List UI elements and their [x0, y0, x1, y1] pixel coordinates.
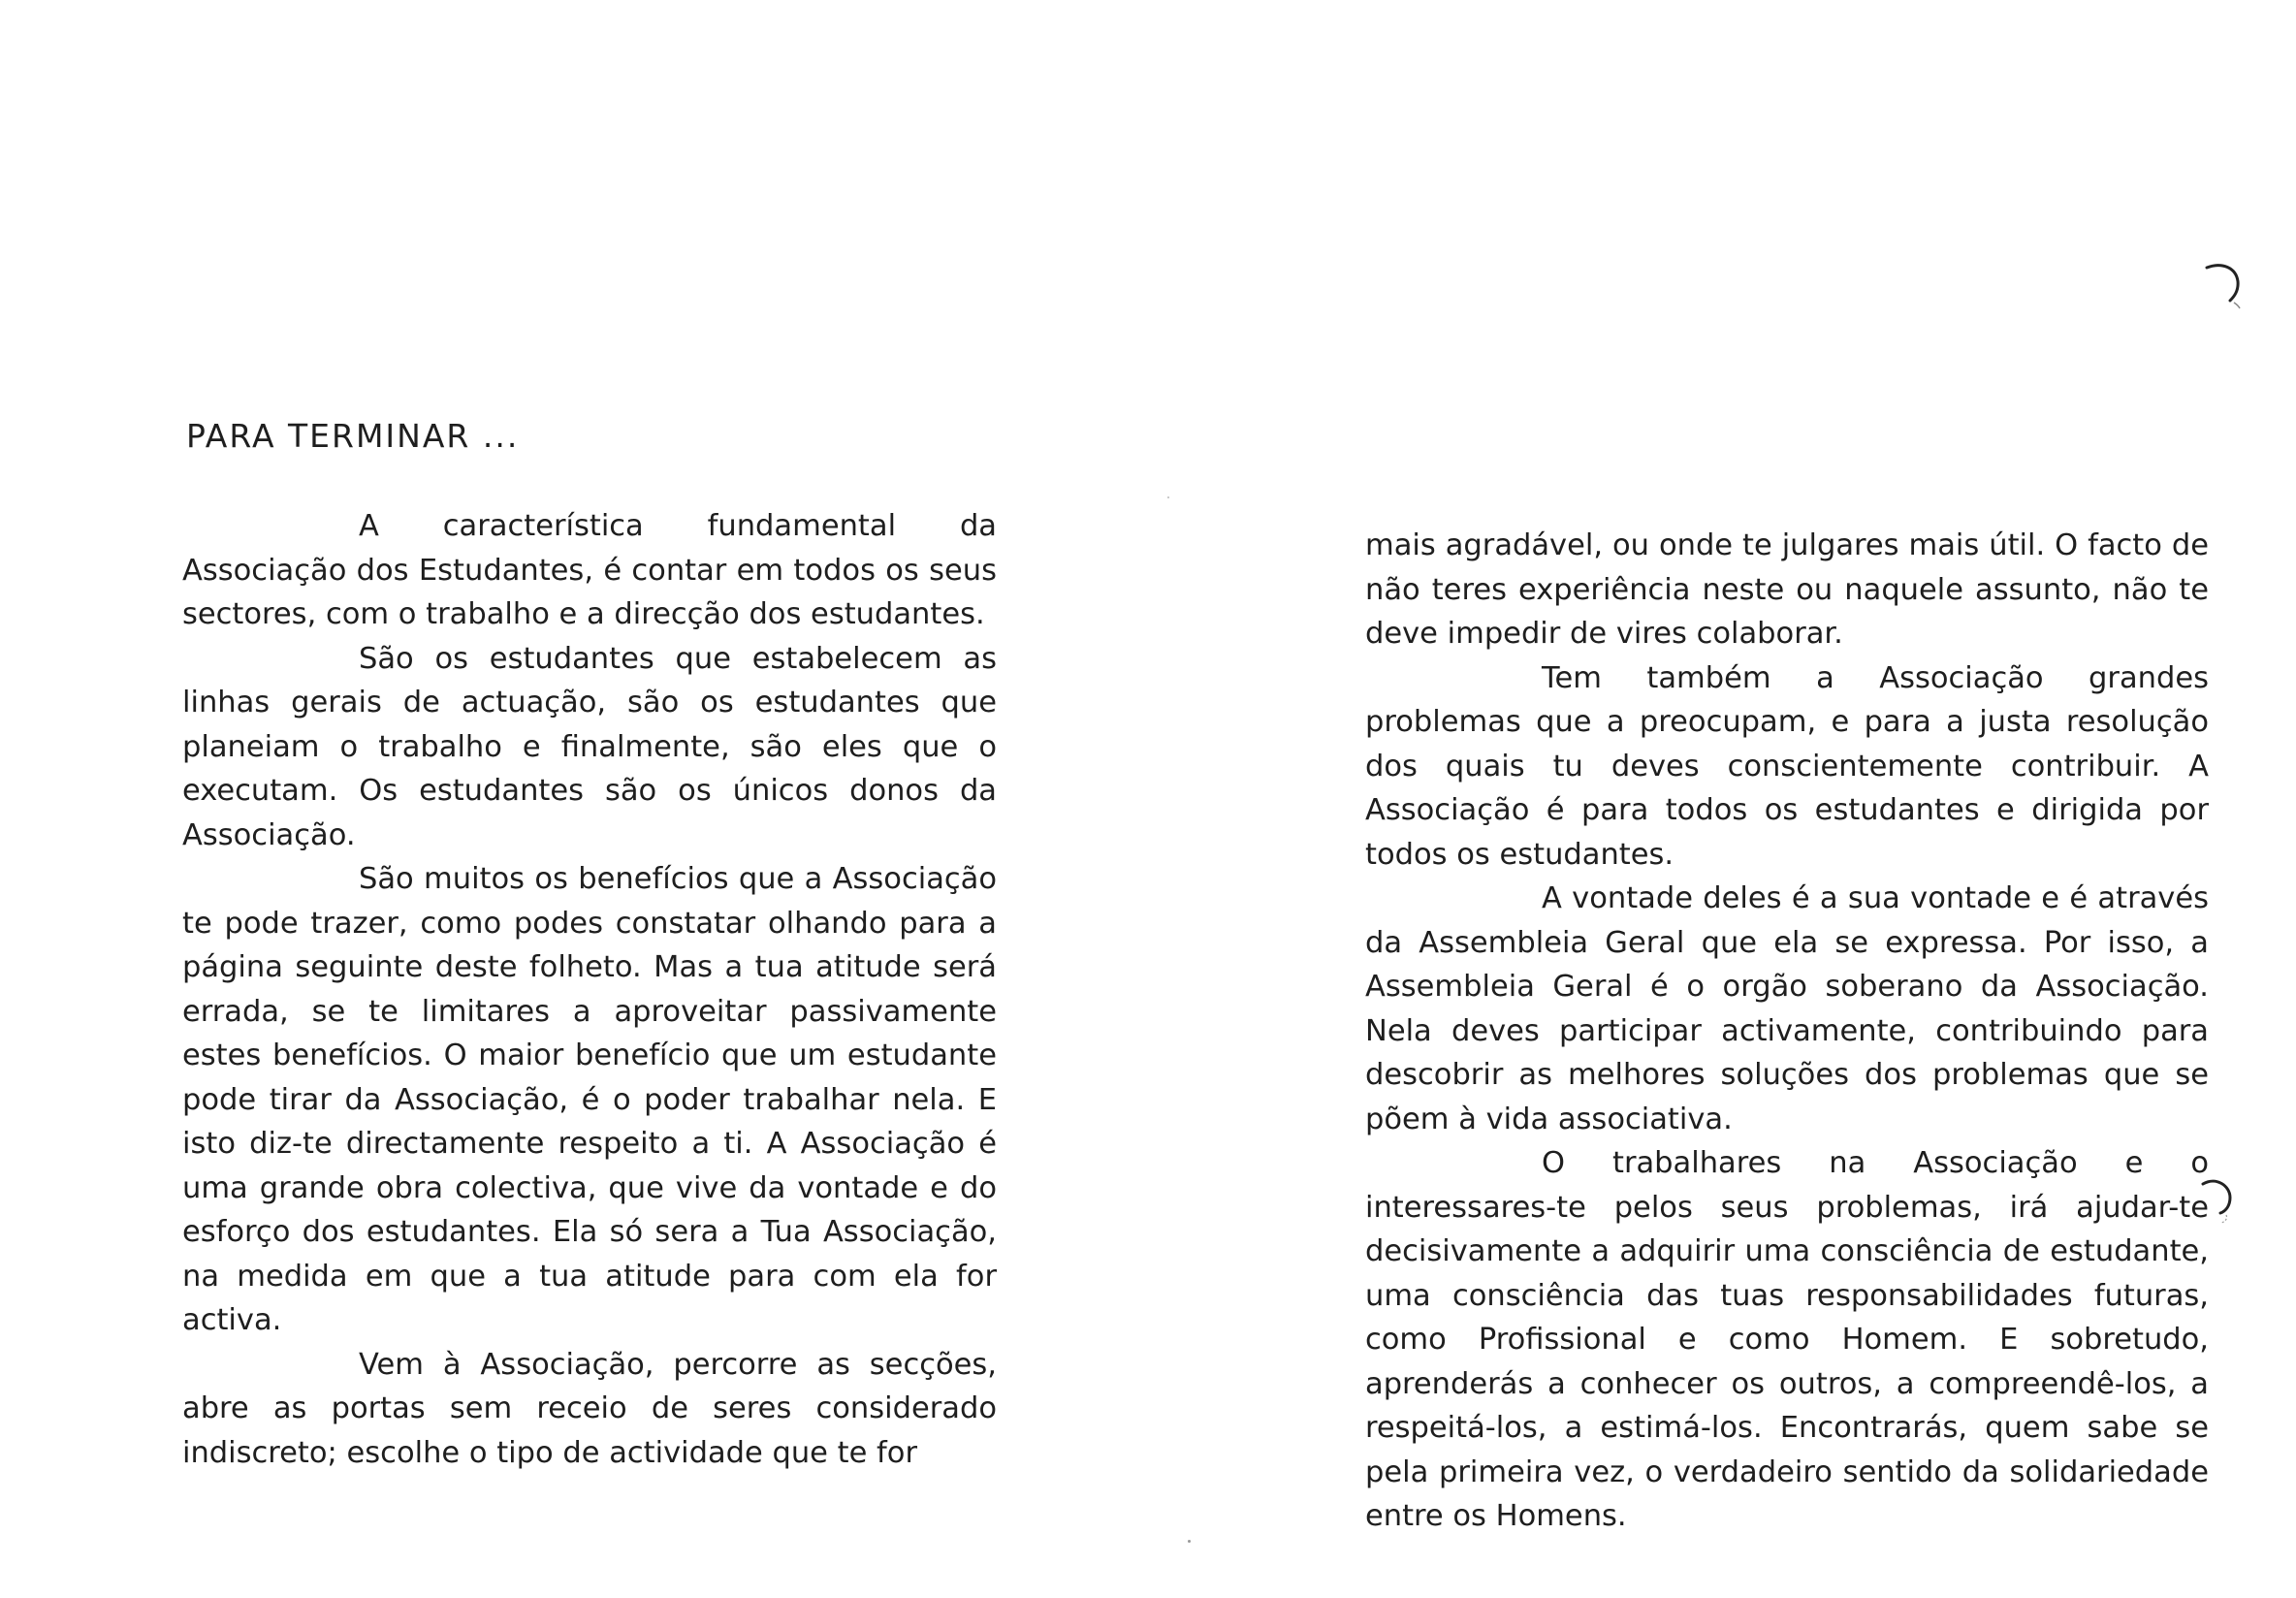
paragraph: São muitos os benefícios que a Associação te pode trazer, como podes constatar olhando para a página seguinte deste folheto. Mas a tua atitude será errada, se te limitares a aproveitar passivamente estes benefícios. O maior benefício que um estudante pode tirar da Associação, é o poder trabalhar nela. E isto diz-te directamente respeito a ti. A Associação é uma grande obra colectiva, que vive da vontade e do esforço dos estudantes. Ela só sera a Tua Associação, na medida em que a tua atitude para com ela for activa.	[182, 862, 997, 1337]
paragraph-continued: mais agradável, ou onde te julgares mais útil. O facto de não teres experiência neste ou naquele assunto, não te deve impedir de vires colaborar.	[1365, 528, 2209, 651]
speck	[1167, 496, 1169, 498]
paragraph: O trabalhares na Associação e o interessares-te pelos seus problemas, irá ajudar-te decisivamente a adquirir uma consciência de estudante, uma consciência das tuas responsabilidades futuras, como Profissional e como Homem. E sobretudo, aprenderás a conhecer os outros, a compreendê-los, a respeitá-los, a estimá-los. Encontrarás, quem sabe se pela primeira vez, o verdadeiro sentido da solidariedade entre os Homens.	[1365, 1146, 2209, 1533]
paragraph: A característica fundamental da Associação dos Estudantes, é contar em todos os seus sectores, com o trabalho e a direcção dos estudantes.	[182, 509, 997, 631]
paragraph: São os estudantes que estabelecem as linhas gerais de actuação, são os estudantes que planeiam o trabalho e finalmente, são eles que o executam. Os estudantes são os únicos donos da Associação.	[182, 641, 997, 852]
paragraph: Vem à Associação, percorre as secções, abre as portas sem receio de seres considerado indiscreto; escolhe o tipo de actividade que te for	[182, 1347, 997, 1470]
speck	[1188, 1540, 1191, 1543]
paragraph: Tem também a Associação grandes problemas que a preocupam, e para a justa resolução dos quais tu deves conscientemente contribuir. A Associação é para todos os estudantes e dirigida por todos os estudantes.	[1365, 660, 2209, 872]
right-page	[1148, 0, 2296, 1598]
staple-mark-icon	[2205, 262, 2244, 310]
left-text-column	[182, 504, 997, 1475]
section-title: PARA TERMINAR ...	[186, 417, 520, 455]
right-text-column	[1365, 524, 2209, 1539]
paragraph: A vontade deles é a sua vontade e é através da Assembleia Geral que ela se expressa. Por isso, a Assembleia Geral é o orgão soberano da Associação. Nela deves participar activamente, contribuindo para descobrir as melhores soluções dos problemas que se põem à vida associativa.	[1365, 881, 2209, 1136]
staple-mark-icon	[2201, 1178, 2240, 1227]
